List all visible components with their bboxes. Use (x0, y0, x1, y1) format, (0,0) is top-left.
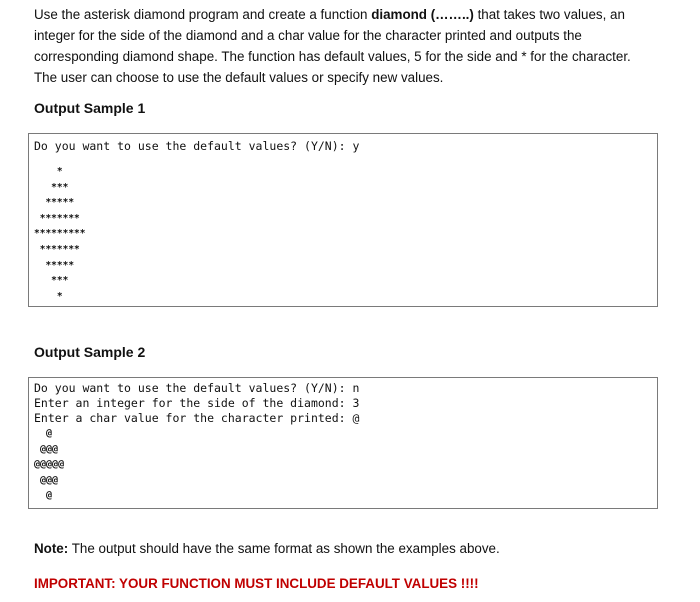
sample1-diamond-row-9: * (34, 290, 63, 302)
intro-paragraph (34, 4, 654, 88)
sample2-line-3: Enter a char value for the character printed: @ (34, 411, 360, 425)
sample2-heading: Output Sample 2 (34, 344, 146, 360)
sample1-diamond-row-3: ***** (34, 197, 75, 209)
intro-text-1: Use the asterisk diamond program and create a function (34, 7, 372, 22)
sample1-diamond-row-4: ******* (34, 212, 80, 224)
sample2-diamond-row-3: @@@@@ (34, 459, 65, 471)
sample2-diamond-row-5: @ (34, 490, 53, 502)
note (34, 541, 500, 556)
sample1-diamond-row-1: * (34, 166, 63, 177)
sample1-diamond-row-6: ******* (34, 244, 80, 255)
function-name: diamond (……..) (371, 7, 474, 22)
sample1-heading: Output Sample 1 (34, 100, 146, 116)
intro-text-2: that takes two values, an integer for the side of the diamond and a char value for the character printed and outputs the corresponding diamond shape. The function has default values, 5 for the side and * for the character. The user can choose to use the default values or specify new values. (34, 7, 631, 85)
sample1-prompt: Do you want to use the default values? (Y/N): y (34, 139, 360, 153)
note-label: Note: (34, 541, 69, 556)
sample1-diamond-row-7: ***** (34, 259, 75, 271)
sample2-line-2: Enter an integer for the side of the diamond: 3 (34, 396, 360, 410)
important-notice: IMPORTANT: YOUR FUNCTION MUST INCLUDE DEFAULT VALUES !!!! (34, 576, 479, 591)
sample2-line-1: Do you want to use the default values? (Y/N): n (34, 381, 360, 395)
sample2-diamond-row-2: @@@ (34, 443, 59, 455)
sample1-diamond-row-5: ********* (34, 228, 86, 240)
sample2-diamond-row-4: @@@ (34, 474, 59, 486)
sample1-diamond-row-2: *** (34, 181, 69, 193)
sample2-console (28, 377, 658, 509)
sample1-console (28, 133, 658, 307)
sample2-diamond-row-1: @ (34, 428, 53, 439)
note-text: The output should have the same format as shown the examples above. (68, 541, 500, 556)
sample1-diamond-row-8: *** (34, 275, 69, 287)
